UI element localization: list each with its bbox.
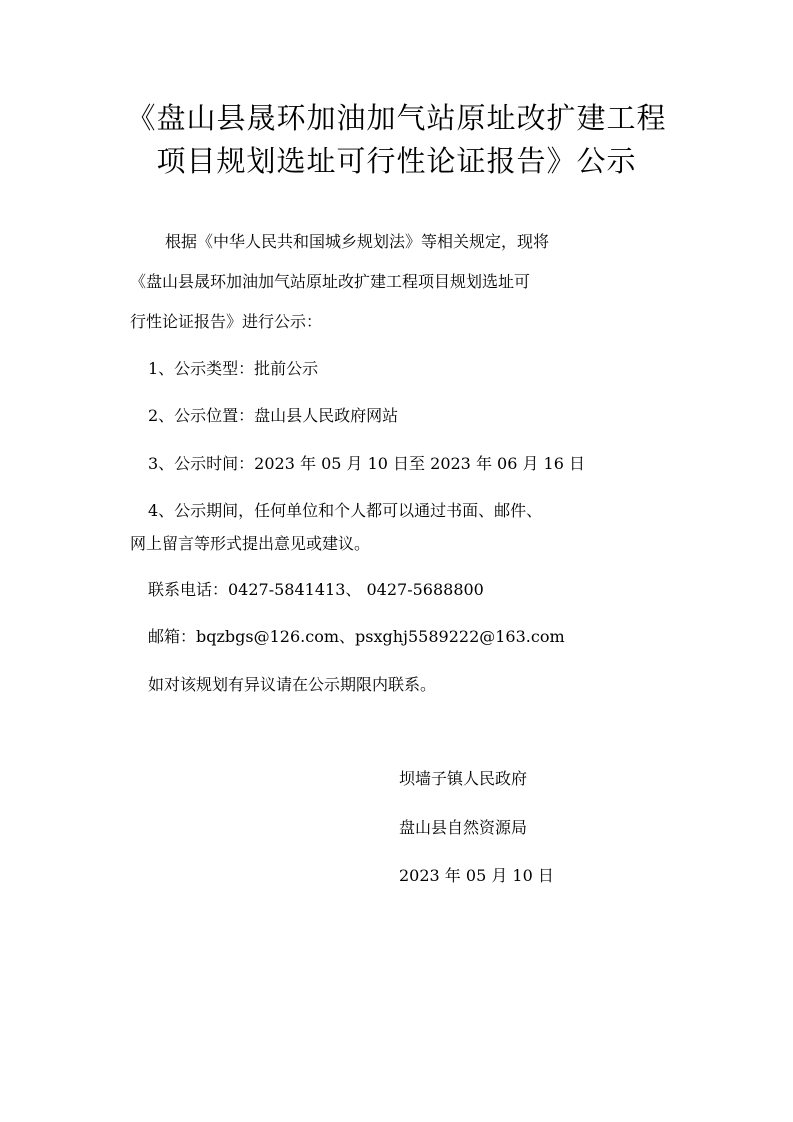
intro-paragraph-line-1: 根据《中华人民共和国城乡规划法》等相关规定，现将 <box>165 232 550 251</box>
contact-note: 如对该规划有异议请在公示期限内联系。 <box>148 675 437 694</box>
notice-type-item: 1、公示类型：批前公示 <box>148 359 319 378</box>
signature-org-1: 坝墙子镇人民政府 <box>399 769 528 788</box>
notice-period-item: 3、公示时间：2023 年 05 月 10 日至 2023 年 06 月 16 日 <box>148 454 586 473</box>
contact-email: 邮箱：bqzbgs@126.com、psxghj5589222@163.com <box>148 627 565 646</box>
notice-feedback-item-line-2: 网上留言等形式提出意见或建议。 <box>130 534 371 553</box>
notice-feedback-item-line-1: 4、公示期间，任何单位和个人都可以通过书面、邮件、 <box>148 501 543 520</box>
intro-paragraph-line-2: 《盘山县晟环加油加气站原址改扩建工程项目规划选址可 <box>130 272 531 291</box>
signature-org-2: 盘山县自然资源局 <box>399 818 528 837</box>
contact-phone: 联系电话：0427-5841413、 0427-5688800 <box>148 580 484 599</box>
notice-location-item: 2、公示位置：盘山县人民政府网站 <box>148 406 399 425</box>
document-title-line-1: 《盘山县晟环加油加气站原址改扩建工程 <box>126 101 667 135</box>
signature-date: 2023 年 05 月 10 日 <box>399 866 554 885</box>
document-title-line-2: 项目规划选址可行性论证报告》公示 <box>156 144 637 178</box>
intro-paragraph-line-3: 行性论证报告》进行公示： <box>130 312 323 331</box>
